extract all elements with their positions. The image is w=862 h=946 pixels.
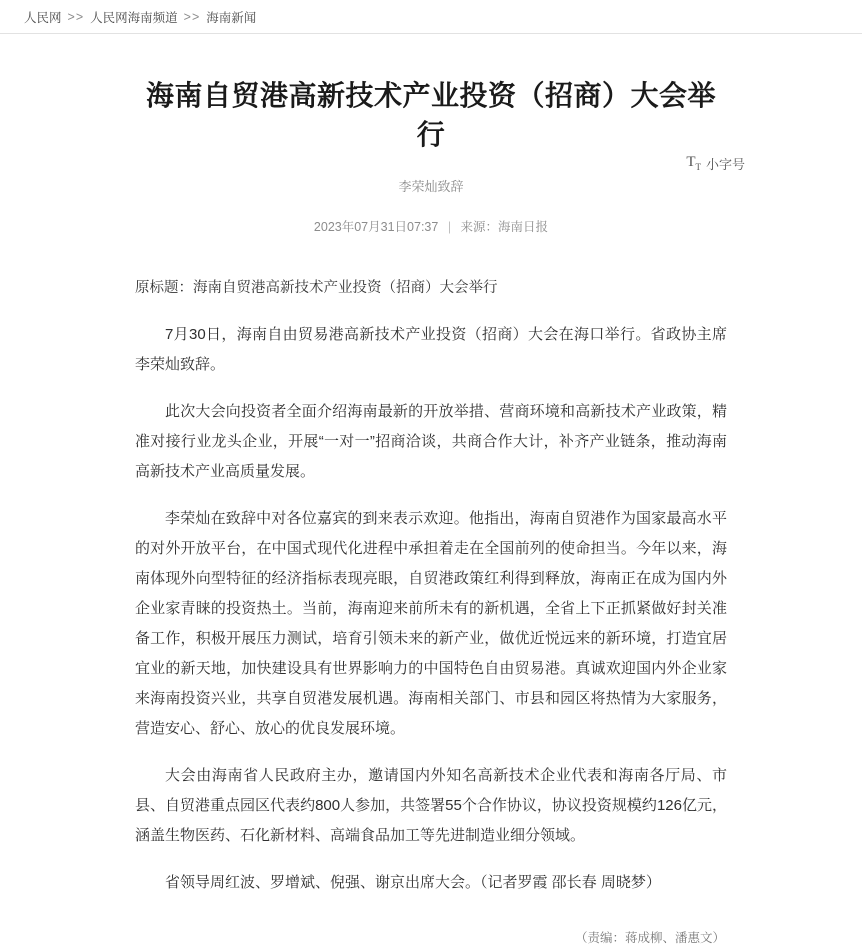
font-size-icon: $T_T$	[686, 153, 701, 172]
breadcrumb	[0, 0, 862, 34]
breadcrumb-separator: >>	[183, 9, 201, 24]
article-body	[135, 320, 727, 898]
breadcrumb-item-hainan-news[interactable]: 海南新闻	[206, 10, 257, 25]
article-paragraph: 李荣灿在致辞中对各位嘉宾的到来表示欢迎。他指出，海南自贸港作为国家最高水平的对外开放平台，在中国式现代化进程中承担着走在全国前列的使命担当。今年以来，海南体现外向型特征的经济指标表现亮眼，自贸港政策红利得到释放，海南正在成为国内外企业家青睐的投资热土。当前，海南迎来前所未有的新机遇，全省上下正抓紧做好封关准备工作，积极开展压力测试，培育引领未来的新产业，做优近悦远来的新环境，打造宜居宜业的新天地，加快建设具有世界影响力的中国特色自由贸易港。真诚欢迎国内外企业家来海南投资兴业，共享自贸港发展机遇。海南相关部门、市县和园区将热情为大家服务，营造安心、舒心、放心的优良发展环境。	[135, 509, 727, 737]
article-source: 来源：海南日报	[460, 220, 549, 235]
font-size-toggle[interactable]	[686, 154, 745, 173]
article-timestamp: 2023年07月31日07:37	[313, 220, 439, 235]
font-size-label[interactable]: 小字号	[705, 157, 745, 172]
article-paragraph: 大会由海南省人民政府主办，邀请国内外知名高新技术企业代表和海南各厅局、市县、自贸港重点园区代表约800人参加，共签署55个合作协议，协议投资规模约126亿元，涵盖生物医药、石化新材料、高端食品加工等先进制造业细分领域。	[135, 766, 727, 844]
page-title: 海南自贸港高新技术产业投资（招商）大会举行	[145, 79, 716, 152]
breadcrumb-separator: >>	[67, 9, 85, 24]
article-subhead: 李荣灿致辞	[398, 179, 464, 195]
article-paragraph: 7月30日，海南自由贸易港高新技术产业投资（招商）大会在海口举行。省政协主席李荣灿致辞。	[135, 325, 727, 373]
article-paragraph: 省领导周红波、罗增斌、倪强、谢京出席大会。（记者罗霞 邵长春 周晓梦）	[165, 873, 661, 891]
article-paragraph: 此次大会向投资者全面介绍海南最新的开放举措、营商环境和高新技术产业政策，精准对接行业龙头企业，开展“一对一”招商洽谈，共商合作大计，补齐产业链条，推动海南高新技术产业高质量发展。	[135, 402, 727, 480]
article-container	[135, 34, 745, 946]
breadcrumb-item-hainan-channel[interactable]: 人民网海南频道	[90, 10, 178, 25]
editor-credit: （责编：蒋成柳、潘惠文）	[574, 930, 725, 945]
original-title: 原标题：海南自贸港高新技术产业投资（招商）大会举行	[135, 280, 498, 297]
meta-divider: |	[447, 220, 452, 235]
breadcrumb-item-renminwang[interactable]: 人民网	[24, 10, 62, 25]
article-meta	[135, 217, 727, 235]
